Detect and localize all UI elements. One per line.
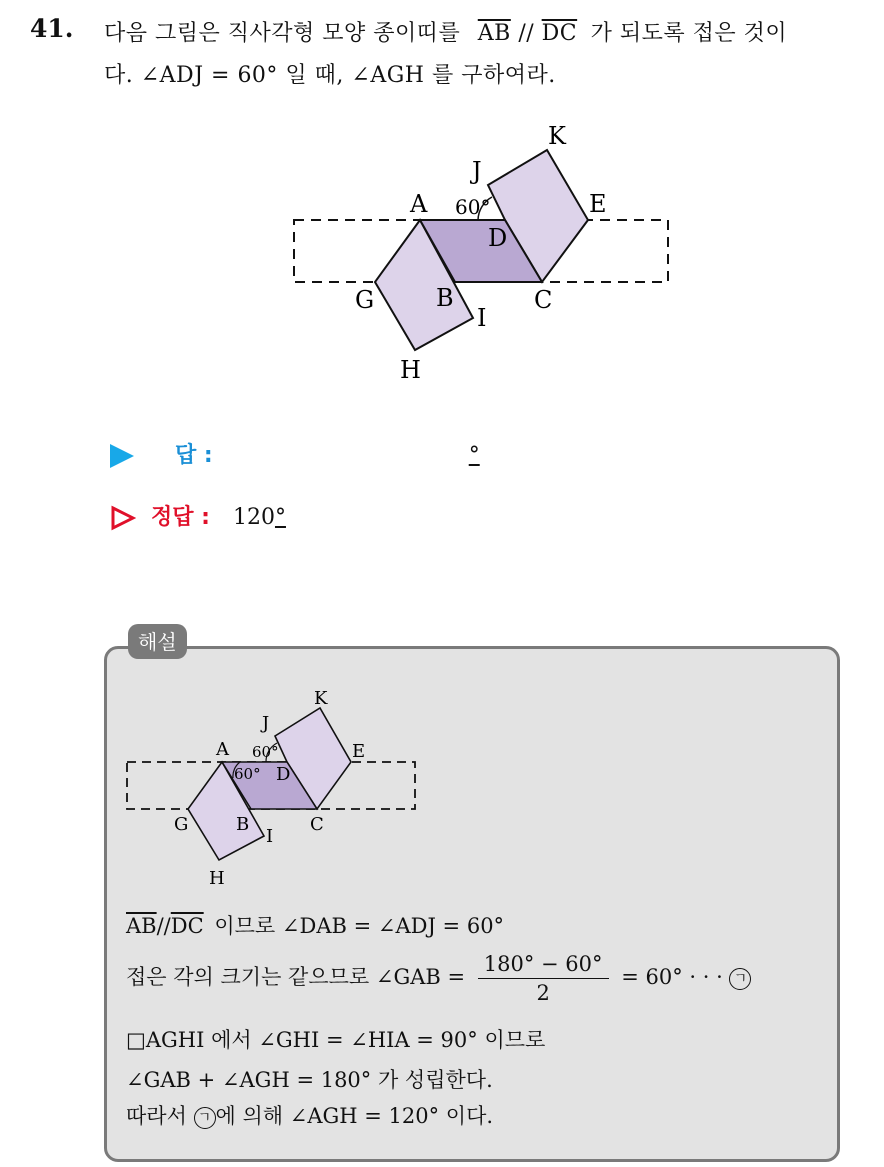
sol-fraction: [478, 952, 609, 1005]
segment-dc: $\overline{DC}$: [541, 21, 578, 46]
question-number: 41.: [30, 14, 74, 43]
sol-label-k: K: [314, 688, 328, 709]
sol-label-i: I: [266, 826, 274, 847]
solution-tag: 해설: [128, 624, 187, 659]
sol-line-2-after: = 60° · · ·: [621, 965, 723, 989]
correct-label: 정답 :: [151, 505, 210, 530]
label-60deg: 60°: [455, 195, 491, 219]
question-text-1b: 가 되도록 접은 것이: [590, 21, 788, 46]
fold-figure: [280, 115, 680, 385]
label-k: K: [548, 122, 566, 150]
sol-line-2-text: 접은 각의 크기는 같으므로 ∠GAB =: [126, 965, 466, 989]
solution-line-4: ∠GAB + ∠AGH = 180° 가 성립한다.: [126, 1068, 493, 1092]
sol-label-c: C: [310, 814, 324, 835]
solution-line-2: [126, 952, 751, 1005]
sol-label-60-top: 60°: [252, 743, 279, 761]
sol-label-h: H: [209, 868, 225, 889]
solution-line-3: □AGHI 에서 ∠GHI = ∠HIA = 90° 이므로: [126, 1028, 546, 1052]
play-icon: [110, 444, 134, 468]
sol-label-a: A: [216, 739, 229, 760]
label-j: J: [472, 157, 482, 185]
solution-line-1: [126, 910, 504, 940]
correct-answer-row: [110, 500, 286, 531]
sol-label-d: D: [276, 764, 291, 785]
correct-degree: °: [274, 505, 286, 530]
parallel-symbol: //: [518, 21, 535, 46]
label-a: A: [410, 190, 428, 218]
sol-label-b: B: [236, 814, 250, 835]
answer-row: [110, 438, 480, 469]
sol-label-g: G: [174, 814, 189, 835]
circled-marker-icon-2: ㄱ: [194, 1107, 216, 1129]
question-line-2: 다. ∠ADJ = 60° 일 때, ∠AGH 를 구하여라.: [104, 63, 556, 88]
solution-line-5: [126, 1100, 493, 1130]
play-outline-icon: [110, 505, 136, 531]
solution-figure: [120, 680, 420, 890]
sol-segment-dc: $\overline{DC}$: [170, 914, 204, 938]
sol-label-e: E: [352, 741, 366, 762]
answer-label: 답 :: [175, 443, 213, 468]
sol-parallel: //: [156, 914, 171, 938]
label-b: B: [436, 284, 454, 312]
sol-line-5-after: 에 의해 ∠AGH = 120° 이다.: [215, 1104, 494, 1128]
label-c: C: [534, 286, 553, 314]
circled-marker-icon: ㄱ: [729, 968, 751, 990]
label-i: I: [477, 304, 487, 332]
label-h: H: [400, 356, 421, 384]
segment-ab: $\overline{AB}$: [477, 21, 511, 46]
sol-segment-ab: $\overline{AB}$: [126, 914, 157, 938]
label-d: D: [488, 224, 508, 252]
sol-line-5-before: 따라서: [126, 1104, 187, 1128]
sol-line-1-rest: 이므로 ∠DAB = ∠ADJ = 60°: [214, 914, 505, 938]
sol-label-j: J: [262, 713, 270, 734]
sol-fraction-denominator: 2: [536, 981, 550, 1005]
question-line-1: [104, 16, 787, 47]
label-g: G: [355, 286, 375, 314]
question-text-1: 다음 그림은 직사각형 모양 종이띠를: [104, 21, 461, 46]
sol-label-60-bottom: 60°: [234, 765, 261, 783]
correct-value: 120: [232, 505, 275, 530]
label-e: E: [589, 190, 607, 218]
sol-fraction-numerator: 180° − 60°: [478, 952, 609, 979]
answer-degree: °: [468, 443, 480, 468]
